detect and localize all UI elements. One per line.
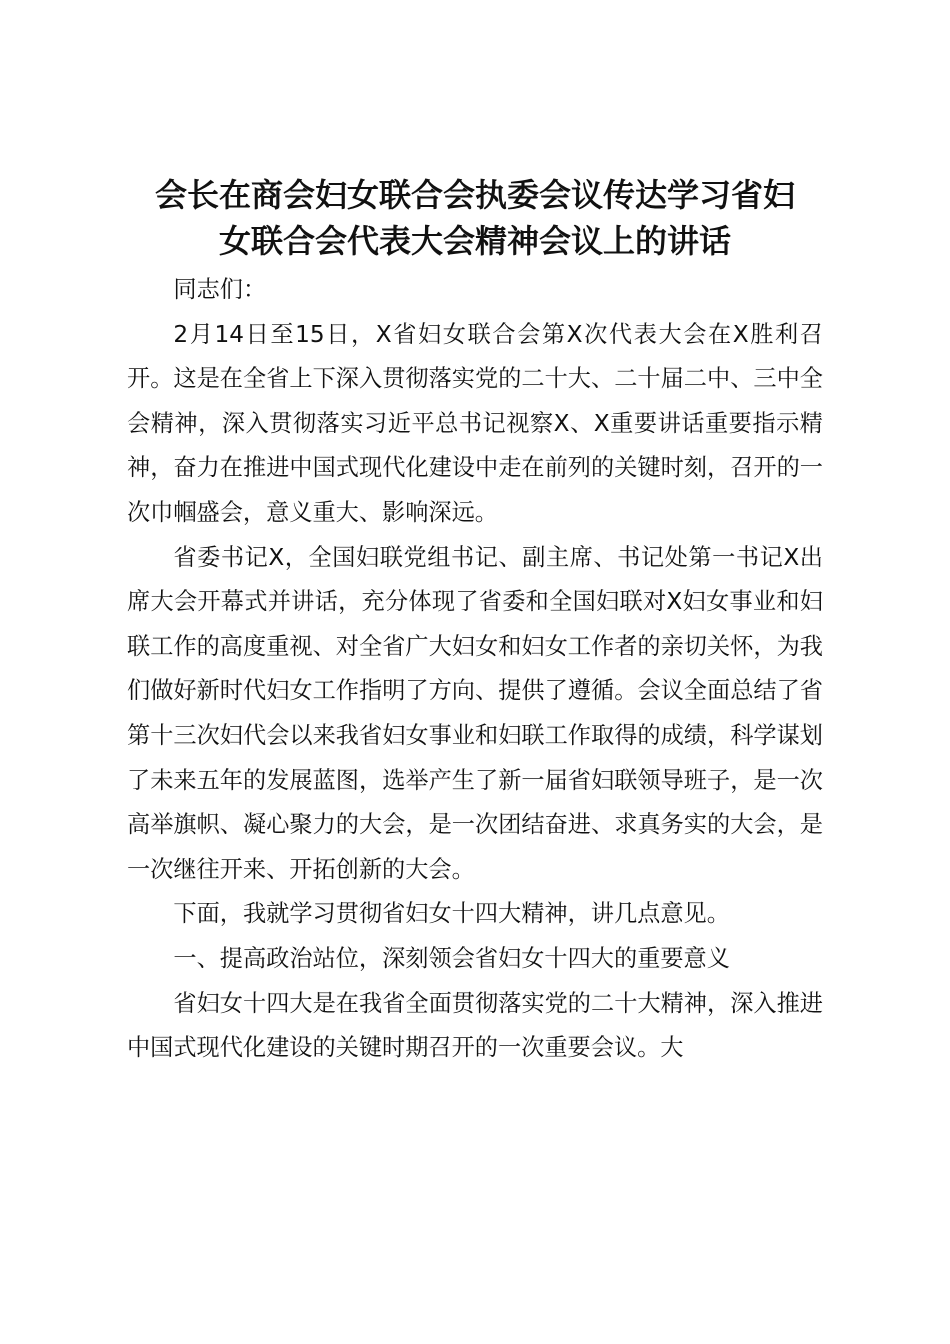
document-body [127,268,823,1071]
title-line-2: 女联合会代表大会精神会议上的讲话 [218,222,731,260]
document-content [127,172,823,1071]
paragraph-1: 2月14日至15日，X省妇女联合会第X次代表大会在X胜利召开。这是在全省上下深入贯彻落实党的二十大、二十届二中、三中全会精神，深入贯彻落实习近平总书记视察X、X重要讲话重要指示精神，奋力在推进中国式现代化建设中走在前列的关键时刻，召开的一次巾帼盛会，意义重大、影响深远。 [127,320,823,526]
document-title [127,172,823,264]
salutation: 同志们： [173,276,267,303]
paragraph-3: 下面，我就学习贯彻省妇女十四大精神，讲几点意见。 [173,900,730,928]
title-line-1: 会长在商会妇女联合会执委会议传达学习省妇 [154,176,795,214]
section-heading-1: 一、提高政治站位，深刻领会省妇女十四大的重要意义 [173,944,730,972]
section-paragraph-1: 省妇女十四大是在我省全面贯彻落实党的二十大精神，深入推进中国式现代化建设的关键时期召开的一次重要会议。大 [127,989,823,1062]
paragraph-2: 省委书记X，全国妇联党组书记、副主席、书记处第一书记X出席大会开幕式并讲话，充分体现了省委和全国妇联对X妇女事业和妇联工作的高度重视、对全省广大妇女和妇女工作者的亲切关怀，为我们做好新时代妇女工作指明了方向、提供了遵循。会议全面总结了省第十三次妇代会以来我省妇女事业和妇联工作取得的成绩，科学谋划了未来五年的发展蓝图，选举产生了新一届省妇联领导班子，是一次高举旗帜、凝心聚力的大会，是一次团结奋进、求真务实的大会，是一次继往开来、开拓创新的大会。 [127,543,823,883]
